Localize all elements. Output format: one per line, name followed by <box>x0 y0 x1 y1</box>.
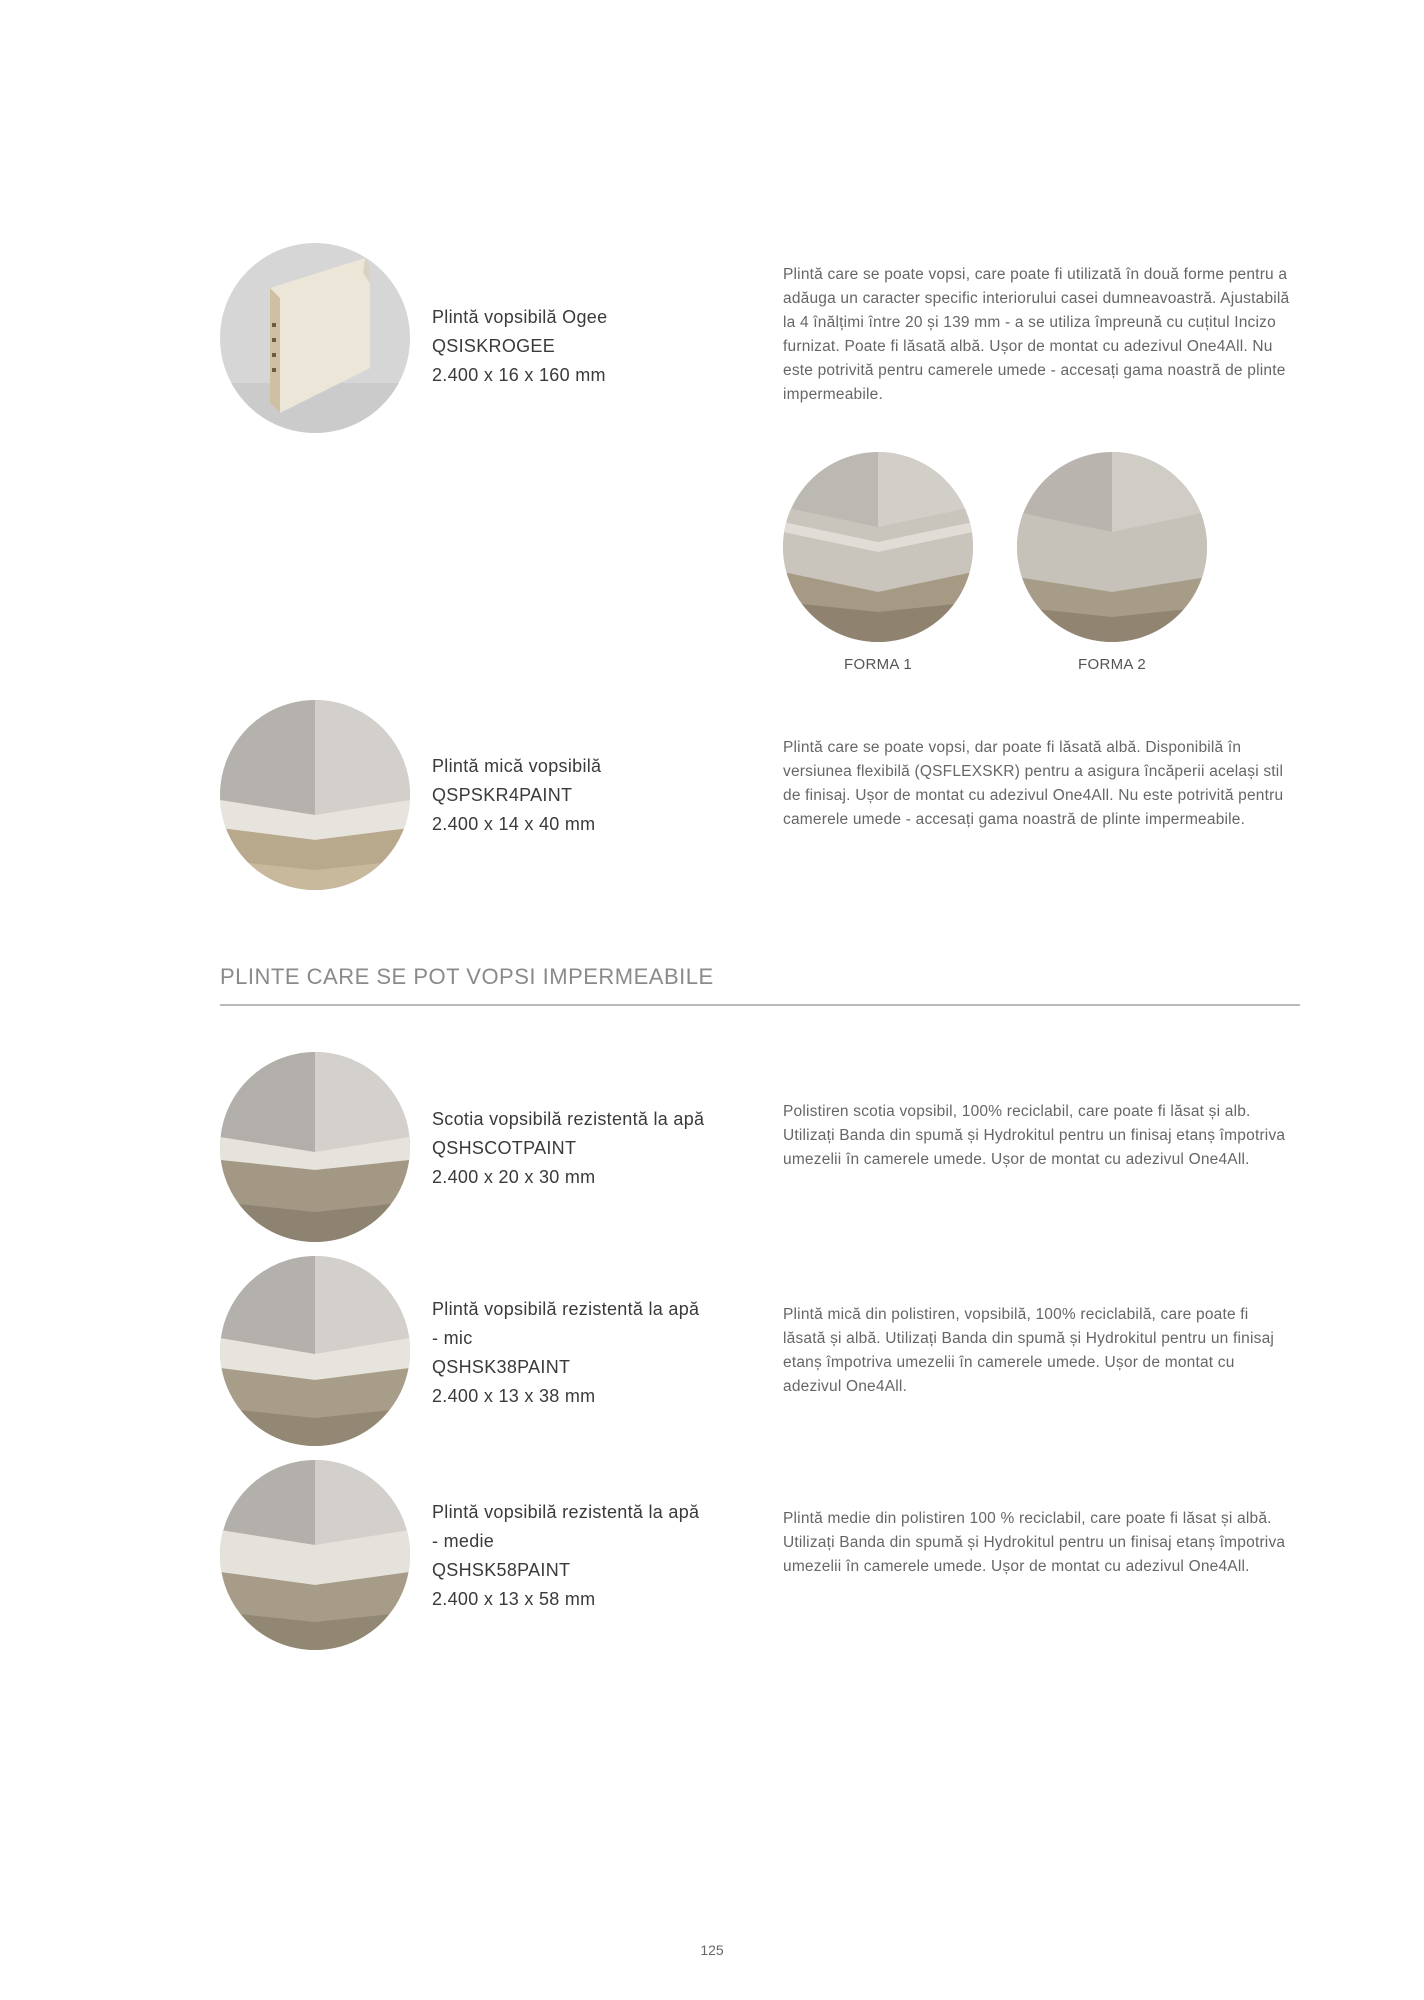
product-title-waterproof-medium <box>432 1498 742 1614</box>
product-dimensions: 2.400 x 14 x 40 mm <box>432 814 596 834</box>
product-name-continued: - mic <box>432 1328 473 1348</box>
product-code: QSHSK38PAINT <box>432 1357 571 1377</box>
product-name: Plintă vopsibilă Ogee <box>432 307 608 327</box>
forma-2-image <box>1017 452 1207 642</box>
forma-1-label: FORMA 1 <box>844 656 912 673</box>
product-dimensions: 2.400 x 13 x 38 mm <box>432 1386 596 1406</box>
page-number: 125 <box>700 1942 724 1958</box>
product-image-ogee <box>220 243 410 433</box>
product-description: Plintă care se poate vopsi, dar poate fi lăsată albă. Disponibilă în versiunea flexibilă (QSFLEXSKR) pentru a asigura încăperii același stil de finisaj. Ușor de montat cu adezivul One4All. Nu este potrivită pentru camerele umede - accesați gama noastră de plinte impermeabile. <box>783 739 1284 828</box>
product-image-scotia <box>220 1052 410 1242</box>
product-name: Scotia vopsibilă rezistentă la apă <box>432 1109 705 1129</box>
product-title-ogee <box>432 303 742 390</box>
product-name: Plintă mică vopsibilă <box>432 756 602 776</box>
forma-2-label: FORMA 2 <box>1078 656 1146 673</box>
section-divider <box>220 1004 1300 1006</box>
product-description: Polistiren scotia vopsibil, 100% reciclabil, care poate fi lăsat și alb. Utilizați Banda din spumă și Hydrokitul pentru un finisaj etanș împotriva umezelii în camerele umede. Ușor de montat cu adezivul One4All. <box>783 1103 1286 1168</box>
product-name: Plintă vopsibilă rezistentă la apă <box>432 1502 700 1522</box>
product-dimensions: 2.400 x 20 x 30 mm <box>432 1167 596 1187</box>
forma-1-image <box>783 452 973 642</box>
product-code: QSHSCOTPAINT <box>432 1138 577 1158</box>
section-heading: PLINTE CARE SE POT VOPSI IMPERMEABILE <box>220 964 714 989</box>
product-image-waterproof-small <box>220 1256 410 1446</box>
product-description: Plintă medie din polistiren 100 % reciclabil, care poate fi lăsat și albă. Utilizați Banda din spumă și Hydrokitul pentru un finisaj etanș împotriva umezelii în camerele umede. Ușor de montat cu adezivul One4All. <box>783 1510 1286 1575</box>
product-dimensions: 2.400 x 16 x 160 mm <box>432 365 606 385</box>
product-title-small <box>432 752 742 839</box>
product-name-continued: - medie <box>432 1531 495 1551</box>
product-dimensions: 2.400 x 13 x 58 mm <box>432 1589 596 1609</box>
product-title-waterproof-small <box>432 1295 742 1411</box>
product-code: QSPSKR4PAINT <box>432 785 573 805</box>
product-title-scotia <box>432 1105 742 1192</box>
product-name: Plintă vopsibilă rezistentă la apă <box>432 1299 700 1319</box>
product-description: Plintă care se poate vopsi, care poate fi utilizată în două forme pentru a adăuga un caracter specific interiorului casei dumneavoastră. Ajustabilă la 4 înălțimi între 20 și 139 mm - a se utiliza împreună cu cuțitul Incizo furnizat. Poate fi lăsată albă. Ușor de montat cu adezivul One4All. Nu este potrivită pentru camerele umede - accesați gama noastră de plinte impermeabile. <box>783 266 1290 403</box>
product-image-small <box>220 700 410 890</box>
product-image-waterproof-medium <box>220 1460 410 1650</box>
product-code: QSHSK58PAINT <box>432 1560 571 1580</box>
product-description: Plintă mică din polistiren, vopsibilă, 100% reciclabilă, care poate fi lăsată și albă. Utilizați Banda din spumă și Hydrokitul pentru un finisaj etanș împotriva umezelii în camerele umede. Ușor de montat cu adezivul One4All. <box>783 1306 1275 1395</box>
product-code: QSISKROGEE <box>432 336 556 356</box>
